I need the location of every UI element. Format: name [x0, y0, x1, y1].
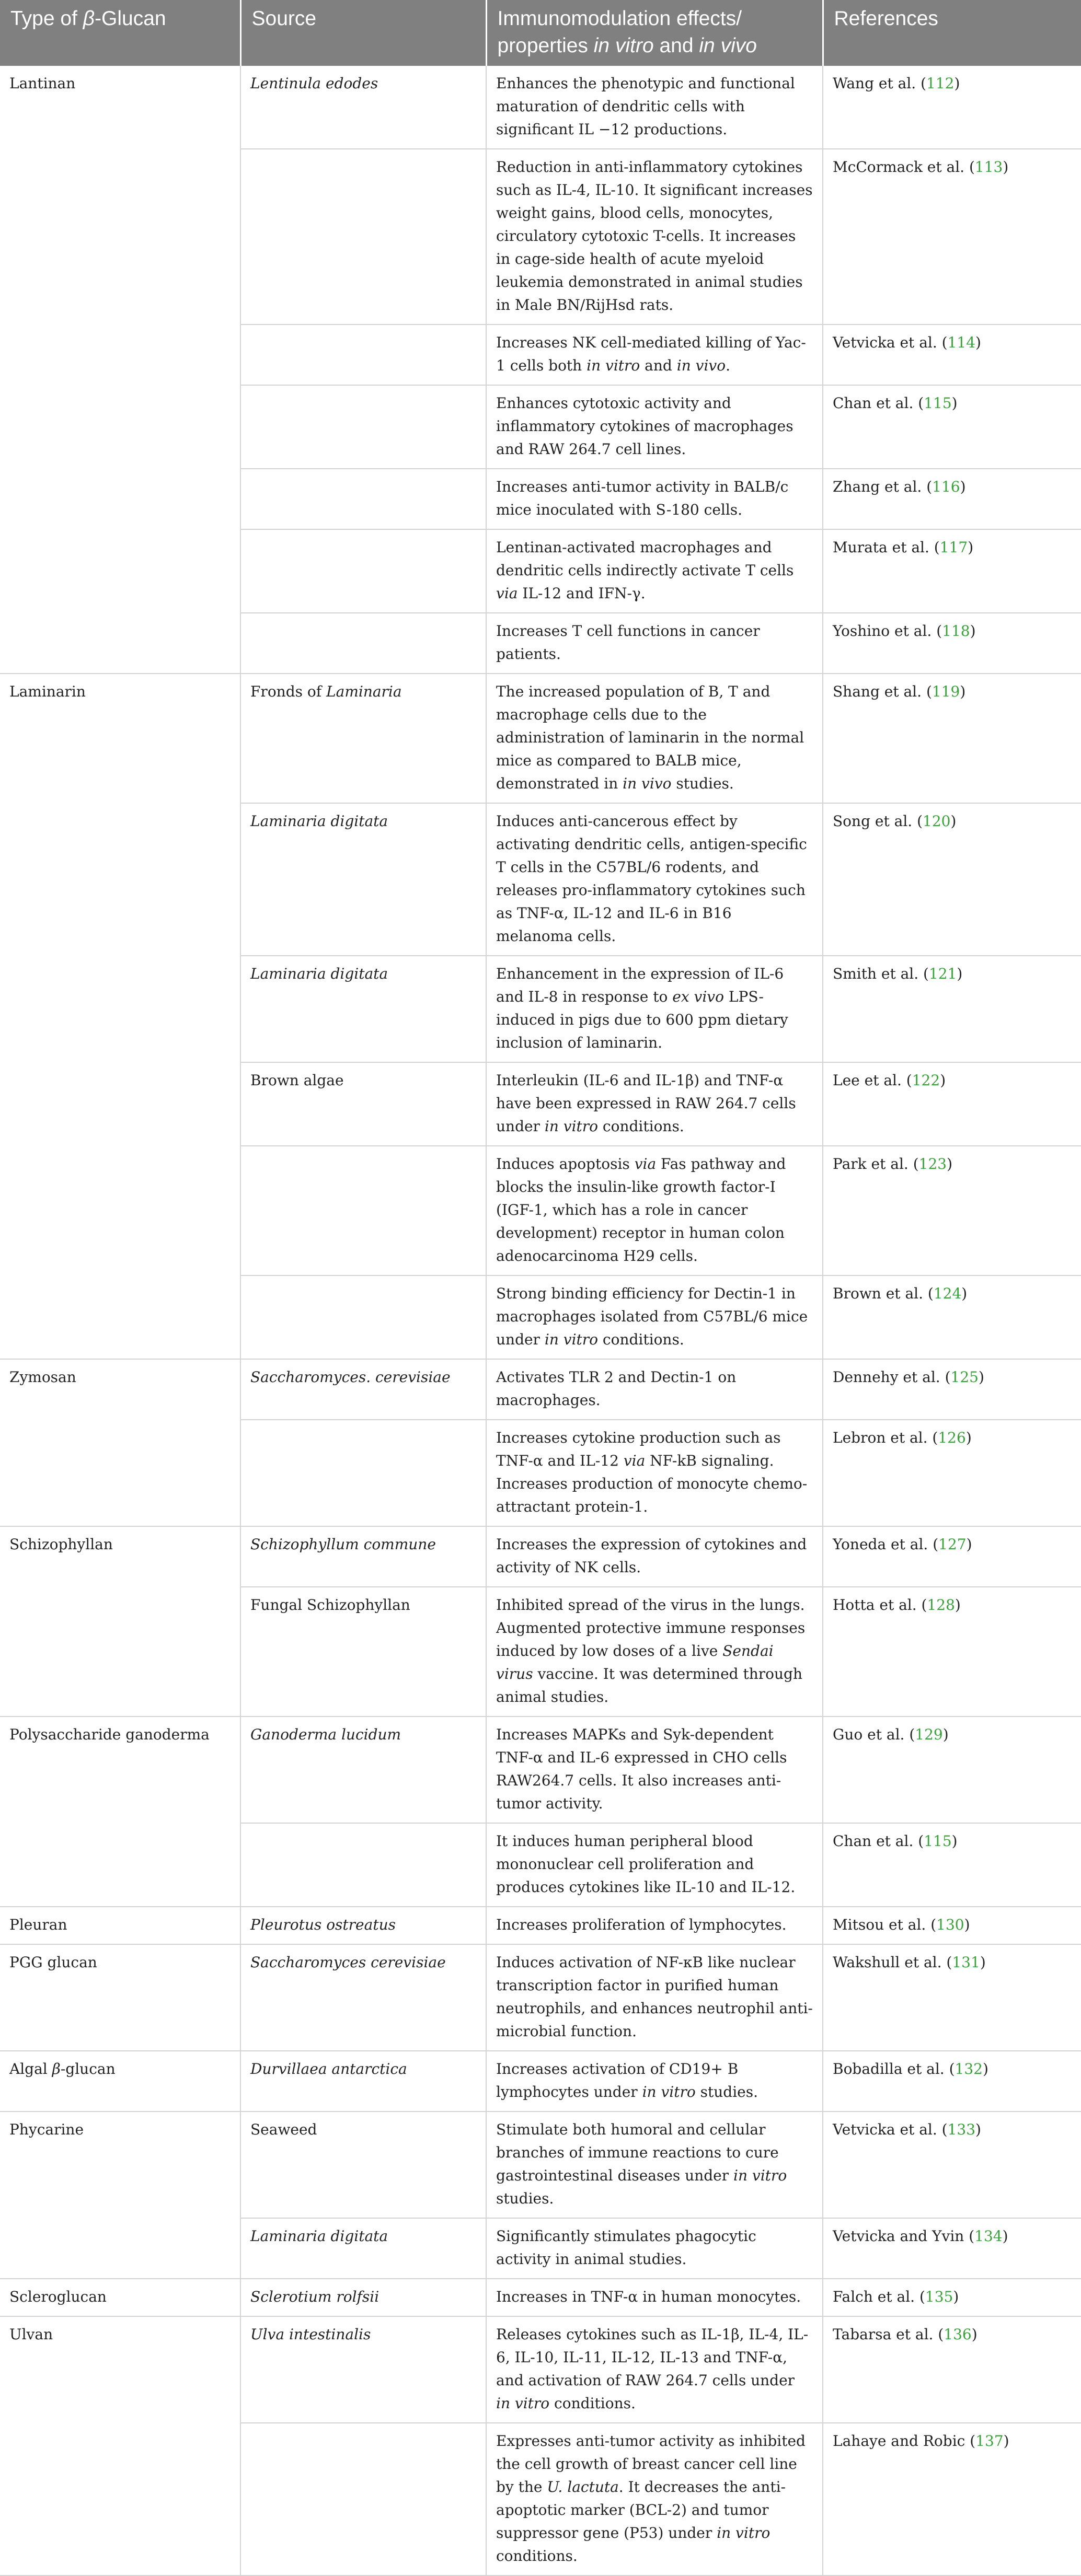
reference-author: Vetvicka et al. (: [833, 2121, 948, 2138]
type-cell: [0, 1907, 240, 1944]
source-cell: [240, 2316, 486, 2423]
source-cell: [240, 956, 486, 1062]
reference-link[interactable]: 112: [926, 75, 954, 92]
reference-cell: [823, 2218, 1081, 2279]
effect-cell: [486, 2316, 823, 2423]
source-cell: [240, 2423, 486, 2575]
reference-close: ): [1003, 158, 1009, 176]
type-cell: [0, 1716, 240, 1907]
reference-close: ): [975, 334, 981, 351]
source-text: Ganoderma lucidum: [250, 1726, 401, 1743]
effect-cell: [486, 2051, 823, 2111]
reference-link[interactable]: 119: [932, 683, 960, 700]
effect-text-part: ex vivo: [672, 988, 724, 1005]
reference-author: Zhang et al. (: [833, 478, 933, 495]
source-cell: [240, 385, 486, 469]
reference-close: ): [960, 683, 966, 700]
effect-cell: [486, 2279, 823, 2316]
reference-close: ): [951, 1832, 958, 1850]
reference-link[interactable]: 115: [924, 394, 952, 412]
effect-text-part: in vitro: [544, 1118, 599, 1135]
reference-close: ): [965, 1429, 972, 1446]
effect-text-part: Increases cytokine production such as TNF-α and IL-12: [496, 1429, 781, 1469]
effect-text-part: conditions.: [549, 2395, 636, 2412]
table-row: [0, 2051, 1081, 2111]
reference-close: ): [960, 478, 966, 495]
source-cell: [240, 1907, 486, 1944]
reference-link[interactable]: 137: [975, 2432, 1004, 2450]
type-cell: [0, 1526, 240, 1716]
reference-link[interactable]: 128: [927, 1596, 955, 1614]
source-cell: [240, 1587, 486, 1716]
type-cell: [0, 66, 240, 674]
source-cell: [240, 1062, 486, 1146]
type-text-part: -glucan: [60, 2060, 116, 2078]
effect-text: Increases MAPKs and Syk-dependent TNF-α and IL-6 expressed in CHO cells RAW264.7 cells. It also increases anti-tumor activity.: [496, 1726, 787, 1812]
reference-link[interactable]: 126: [938, 1429, 966, 1446]
reference-link[interactable]: 131: [952, 1954, 980, 1971]
reference-author: Yoshino et al. (: [833, 622, 942, 640]
type-cell: [0, 2051, 240, 2111]
reference-cell: [823, 1359, 1081, 1420]
source-cell: [240, 1526, 486, 1587]
reference-close: ): [1003, 2432, 1009, 2450]
source-cell: [240, 1716, 486, 1823]
effect-text-part: U. lactuta: [547, 2478, 619, 2496]
effect-cell: [486, 1823, 823, 1907]
type-text-part: Algal: [9, 2060, 52, 2078]
source-text: Fungal Schizophyllan: [250, 1596, 410, 1614]
effect-text: Enhances cytotoxic activity and inflammatory cytokines of macrophages and RAW 264.7 cell lines.: [496, 394, 794, 458]
reference-author: Guo et al. (: [833, 1726, 915, 1743]
reference-close: ): [957, 965, 963, 982]
effect-text-part: Increases activation of CD19+ B lymphocytes under: [496, 2060, 739, 2101]
type-cell: [0, 2316, 240, 2575]
table-row: [0, 1526, 1081, 1587]
source-text: Pleurotus ostreatus: [250, 1916, 396, 1933]
effect-cell: [486, 1716, 823, 1823]
reference-link[interactable]: 121: [928, 965, 957, 982]
effect-text-part: NF-kB signaling. Increases production of monocyte chemo-attractant protein-1.: [496, 1452, 808, 1515]
effect-text: Increases proliferation of lymphocytes.: [496, 1916, 787, 1933]
effect-text-part: The increased population of B, T and macrophage cells due to the administration of laminarin in the normal mice as compared to BALB mice, demonstrated in: [496, 683, 804, 792]
table-row: [0, 674, 1081, 803]
reference-author: Yoneda et al. (: [833, 1536, 939, 1553]
reference-link[interactable]: 134: [974, 2227, 1003, 2245]
reference-author: Wang et al. (: [833, 75, 926, 92]
reference-cell: [823, 1420, 1081, 1526]
reference-link[interactable]: 115: [924, 1832, 952, 1850]
reference-author: Bobadilla et al. (: [833, 2060, 955, 2078]
reference-close: ): [978, 1368, 984, 1386]
reference-author: Falch et al. (: [833, 2288, 925, 2305]
type-text: Phycarine: [9, 2121, 84, 2138]
reference-close: ): [961, 1285, 968, 1302]
reference-author: McCormack et al. (: [833, 158, 975, 176]
effect-text-part: via: [496, 585, 518, 602]
effect-text-part: Lentinan-activated macrophages and dendritic cells indirectly activate T cells: [496, 539, 794, 579]
header-type-symbol: β: [83, 7, 95, 30]
effect-text: Induces anti-cancerous effect by activating dendritic cells, antigen-specific T cells in the C57BL/6 rodents, and releases pro-inflammatory cytokines such as TNF-α, IL-12 and IL-6 in B16 melanoma cells.: [496, 813, 807, 945]
effect-text: It induces human peripheral blood mononuclear cell proliferation and produces cytokines like IL-10 and IL-12.: [496, 1832, 796, 1896]
reference-author: Tabarsa et al. (: [833, 2326, 944, 2343]
reference-author: Mitsou et al. (: [833, 1916, 937, 1933]
header-effects-line1: Immunomodulation effects/: [497, 7, 742, 30]
effect-text-part: via: [623, 1452, 646, 1469]
effect-cell: [486, 469, 823, 529]
source-cell: [240, 149, 486, 324]
reference-author: Park et al. (: [833, 1155, 919, 1173]
reference-author: Shang et al. (: [833, 683, 932, 700]
source-cell: [240, 2111, 486, 2218]
reference-cell: [823, 1823, 1081, 1907]
source-cell: [240, 1944, 486, 2051]
reference-cell: [823, 1587, 1081, 1716]
effect-text-part: conditions.: [496, 2547, 578, 2565]
type-text: Scleroglucan: [9, 2288, 107, 2305]
effect-text: Increases the expression of cytokines and activity of NK cells.: [496, 1536, 807, 1576]
reference-author: Wakshull et al. (: [833, 1954, 952, 1971]
effect-text-part: in vitro: [544, 1331, 599, 1348]
effect-cell: [486, 1587, 823, 1716]
reference-link[interactable]: 129: [915, 1726, 943, 1743]
source-text: Laminaria digitata: [250, 813, 388, 830]
header-source-label: Source: [251, 7, 317, 30]
reference-author: Vetvicka et al. (: [833, 334, 948, 351]
source-text: Saccharomyces cerevisiae: [250, 1954, 446, 1971]
header-effects-in-vivo: in vivo: [699, 34, 757, 57]
reference-author: Dennehy et al. (: [833, 1368, 951, 1386]
effect-text-part: conditions.: [598, 1118, 684, 1135]
reference-cell: [823, 2316, 1081, 2423]
effect-text-part: studies.: [695, 2083, 758, 2101]
reference-cell: [823, 66, 1081, 149]
effect-text-part: in vitro: [586, 357, 640, 374]
reference-close: ): [947, 1155, 953, 1173]
reference-author: Brown et al. (: [833, 1285, 934, 1302]
effect-text-part: Stimulate both humoral and cellular branches of immune reactions to cure gastrointestinal diseases under: [496, 2121, 779, 2184]
reference-link[interactable]: 116: [932, 478, 960, 495]
reference-close: ): [964, 1916, 970, 1933]
reference-close: ): [968, 539, 974, 556]
reference-close: ): [942, 1726, 949, 1743]
reference-author: Song et al. (: [833, 813, 923, 830]
table-row: [0, 1907, 1081, 1944]
effect-cell: [486, 1275, 823, 1359]
reference-cell: [823, 1716, 1081, 1823]
effect-text: Reduction in anti-inflammatory cytokines such as IL-4, IL-10. It significant increases weight gains, blood cells, monocytes, circulatory cytotoxic T-cells. It increases in cage-side health of acute myeloid leukemia demonstrated in animal studies in Male BN/RijHsd rats.: [496, 158, 813, 314]
table-row: [0, 2279, 1081, 2316]
reference-cell: [823, 674, 1081, 803]
effect-text-part: in vitro: [733, 2167, 787, 2184]
reference-cell: [823, 803, 1081, 956]
source-cell: [240, 324, 486, 385]
reference-cell: [823, 529, 1081, 613]
table-row: [0, 66, 1081, 149]
reference-cell: [823, 149, 1081, 324]
reference-author: Hotta et al. (: [833, 1596, 927, 1614]
source-cell: [240, 2051, 486, 2111]
source-cell: [240, 469, 486, 529]
effect-text-part: and: [640, 357, 677, 374]
effect-text-part: studies.: [671, 775, 734, 792]
table-row: [0, 2316, 1081, 2423]
effect-text-part: in vitro: [642, 2083, 696, 2101]
header-type: [0, 0, 240, 66]
reference-author: Vetvicka and Yvin (: [833, 2227, 975, 2245]
header-row: [0, 0, 1081, 66]
reference-author: Lebron et al. (: [833, 1429, 938, 1446]
reference-cell: [823, 613, 1081, 674]
header-effects-and: and: [653, 34, 699, 57]
source-text: Seaweed: [250, 2121, 317, 2138]
reference-cell: [823, 2423, 1081, 2575]
reference-link[interactable]: 133: [947, 2121, 976, 2138]
reference-close: ): [950, 813, 957, 830]
reference-close: ): [970, 622, 976, 640]
source-cell: [240, 1359, 486, 1420]
reference-close: ): [940, 1072, 946, 1089]
reference-cell: [823, 1146, 1081, 1275]
effect-text-part: LPS-induced in pigs due to 600 ppm dietary inclusion of laminarin.: [496, 988, 788, 1051]
reference-link[interactable]: 114: [947, 334, 976, 351]
type-cell: [0, 1359, 240, 1526]
reference-link[interactable]: 113: [974, 158, 1003, 176]
reference-link[interactable]: 123: [918, 1155, 947, 1173]
source-text: Sclerotium rolfsii: [250, 2288, 380, 2305]
effect-text-part: in vivo: [676, 357, 726, 374]
reference-cell: [823, 2279, 1081, 2316]
reference-link[interactable]: 118: [942, 622, 970, 640]
table-row: [0, 1944, 1081, 2051]
reference-close: ): [954, 75, 960, 92]
reference-close: ): [971, 2326, 978, 2343]
source-text: Ulva intestinalis: [250, 2326, 371, 2343]
source-text: Lentinula edodes: [250, 75, 378, 92]
effect-cell: [486, 324, 823, 385]
source-cell: [240, 613, 486, 674]
reference-close: ): [980, 1954, 986, 1971]
type-text: Laminarin: [9, 683, 86, 700]
effect-text-part: Increases NK cell-mediated killing of Yac-1 cells both: [496, 334, 806, 374]
reference-link[interactable]: 132: [954, 2060, 983, 2078]
effect-cell: [486, 1146, 823, 1275]
effect-cell: [486, 149, 823, 324]
effect-cell: [486, 1526, 823, 1587]
header-source: [240, 0, 486, 66]
reference-author: Lahaye and Robic (: [833, 2432, 976, 2450]
reference-link[interactable]: 127: [938, 1536, 967, 1553]
source-cell: [240, 674, 486, 803]
reference-cell: [823, 1275, 1081, 1359]
effect-text-part: .: [726, 357, 730, 374]
effect-cell: [486, 1062, 823, 1146]
reference-close: ): [954, 1596, 961, 1614]
effect-cell: [486, 2111, 823, 2218]
header-type-prefix: Type of: [10, 7, 83, 30]
reference-link[interactable]: 120: [923, 813, 951, 830]
reference-author: Murata et al. (: [833, 539, 940, 556]
effect-cell: [486, 1359, 823, 1420]
effect-cell: [486, 1907, 823, 1944]
effect-text-part: Induces apoptosis: [496, 1155, 635, 1173]
effect-text-part: Interleukin (IL-6 and IL-1β) and TNF-α have been expressed in RAW 264.7 cells under: [496, 1072, 796, 1135]
effect-text-part: . It decreases the anti-apoptotic marker (BCL-2) and tumor suppressor gene (P53) under: [496, 2478, 786, 2542]
table-row: [0, 2111, 1081, 2218]
source-cell: [240, 1146, 486, 1275]
effect-cell: [486, 2423, 823, 2575]
header-effects-line2: properties: [497, 34, 594, 57]
type-text: Ulvan: [9, 2326, 53, 2343]
effect-text: Activates TLR 2 and Dectin-1 on macrophages.: [496, 1368, 737, 1409]
effect-text-part: Sendai virus: [496, 1642, 774, 1682]
reference-cell: [823, 1907, 1081, 1944]
type-text: Polysaccharide ganoderma: [9, 1726, 210, 1743]
source-text: Durvillaea antarctica: [250, 2060, 407, 2078]
effect-cell: [486, 1944, 823, 2051]
source-cell: [240, 2279, 486, 2316]
source-text: Laminaria digitata: [250, 2227, 388, 2245]
reference-close: ): [966, 1536, 972, 1553]
effect-text-part: conditions.: [598, 1331, 684, 1348]
effect-text: Increases in TNF-α in human monocytes.: [496, 2288, 801, 2305]
source-cell: [240, 803, 486, 956]
effect-text: Increases T cell functions in cancer patients.: [496, 622, 760, 663]
source-text: Saccharomyces. cerevisiae: [250, 1368, 451, 1386]
reference-close: ): [951, 394, 958, 412]
effect-text-part: via: [634, 1155, 657, 1173]
effect-cell: [486, 956, 823, 1062]
source-cell: [240, 1420, 486, 1526]
reference-cell: [823, 1944, 1081, 2051]
header-references: [823, 0, 1081, 66]
effect-text: Significantly stimulates phagocytic activity in animal studies.: [496, 2227, 756, 2268]
reference-link[interactable]: 122: [912, 1072, 940, 1089]
type-text: Pleuran: [9, 1916, 67, 1933]
header-type-suffix: -Glucan: [95, 7, 166, 30]
reference-cell: [823, 469, 1081, 529]
effect-text-part: IL-12 and IFN-γ.: [518, 585, 646, 602]
source-cell: [240, 529, 486, 613]
reference-author: Chan et al. (: [833, 1832, 924, 1850]
effect-text-part: Enhancement in the expression of IL-6 and IL-8 in response to: [496, 965, 784, 1005]
effect-cell: [486, 385, 823, 469]
effect-text-part: studies.: [496, 2190, 554, 2207]
source-text: Brown algae: [250, 1072, 344, 1089]
effect-cell: [486, 66, 823, 149]
header-references-label: References: [834, 7, 938, 30]
reference-close: ): [1002, 2227, 1008, 2245]
effect-cell: [486, 674, 823, 803]
reference-author: Lee et al. (: [833, 1072, 912, 1089]
reference-close: ): [982, 2060, 988, 2078]
source-cell: [240, 66, 486, 149]
reference-cell: [823, 2111, 1081, 2218]
type-text: Schizophyllan: [9, 1536, 113, 1553]
reference-link[interactable]: 135: [925, 2288, 953, 2305]
reference-cell: [823, 956, 1081, 1062]
effect-text-part: vaccine. It was determined through animal studies.: [496, 1665, 802, 1705]
type-cell: [0, 674, 240, 1359]
type-text: Zymosan: [9, 1368, 76, 1386]
source-text: Laminaria digitata: [250, 965, 388, 982]
effect-text-part: in vivo: [623, 775, 672, 792]
reference-cell: [823, 1526, 1081, 1587]
reference-link[interactable]: 124: [933, 1285, 962, 1302]
effect-text: Induces activation of NF-κB like nuclear transcription factor in purified human neutrophils, and enhances neutrophil anti-microbial function.: [496, 1954, 813, 2040]
effect-text-part: in vitro: [717, 2524, 770, 2542]
type-cell: [0, 1944, 240, 2051]
effect-text-part: Inhibited spread of the virus in the lungs. Augmented protective immune responses induced by low doses of a live: [496, 1596, 806, 1660]
table-header: [0, 0, 1081, 66]
reference-link[interactable]: 117: [939, 539, 968, 556]
effect-cell: [486, 2218, 823, 2279]
reference-link[interactable]: 125: [950, 1368, 979, 1386]
source-cell: [240, 1823, 486, 1907]
reference-cell: [823, 2051, 1081, 2111]
effect-text-part: in vitro: [496, 2395, 550, 2412]
reference-link[interactable]: 130: [936, 1916, 964, 1933]
reference-author: Chan et al. (: [833, 394, 924, 412]
type-text: PGG glucan: [9, 1954, 97, 1971]
source-text: Schizophyllum commune: [250, 1536, 436, 1553]
header-effects-in-vitro: in vitro: [593, 34, 654, 57]
type-text-part: β: [52, 2060, 61, 2078]
effect-cell: [486, 613, 823, 674]
type-text: Lantinan: [9, 75, 76, 92]
effect-text: Enhances the phenotypic and functional maturation of dendritic cells with significant IL −12 productions.: [496, 75, 795, 138]
table-row: [0, 1359, 1081, 1420]
effect-text-part: Strong binding efficiency for Dectin-1 in macrophages isolated from C57BL/6 mice under: [496, 1285, 808, 1348]
reference-link[interactable]: 136: [944, 2326, 972, 2343]
effect-cell: [486, 529, 823, 613]
source-cell: [240, 2218, 486, 2279]
reference-cell: [823, 324, 1081, 385]
source-text-part: Laminaria: [326, 683, 402, 700]
effect-cell: [486, 803, 823, 956]
reference-cell: [823, 1062, 1081, 1146]
reference-close: ): [953, 2288, 959, 2305]
table-body: [0, 66, 1081, 2575]
reference-close: ): [975, 2121, 981, 2138]
reference-author: Smith et al. (: [833, 965, 929, 982]
type-cell: [0, 2111, 240, 2279]
effect-text-part: Releases cytokines such as IL-1β, IL-4, IL-6, IL-10, IL-11, IL-12, IL-13 and TNF-α, and activation of RAW 264.7 cells under: [496, 2326, 809, 2389]
type-cell: [0, 2279, 240, 2316]
source-text-part: Fronds of: [250, 683, 327, 700]
effect-text-part: Expresses anti-tumor activity as inhibited the cell growth of breast cancer cell line by the: [496, 2432, 806, 2496]
effect-cell: [486, 1420, 823, 1526]
header-effects: [486, 0, 823, 66]
effect-text: Increases anti-tumor activity in BALB/c mice inoculated with S-180 cells.: [496, 478, 789, 518]
source-cell: [240, 1275, 486, 1359]
reference-cell: [823, 385, 1081, 469]
effect-text-part: Fas pathway and blocks the insulin-like growth factor-I (IGF-1, which has a role in cancer development) receptor in human colon adenocarcinoma H29 cells.: [496, 1155, 786, 1264]
table-row: [0, 1716, 1081, 1823]
